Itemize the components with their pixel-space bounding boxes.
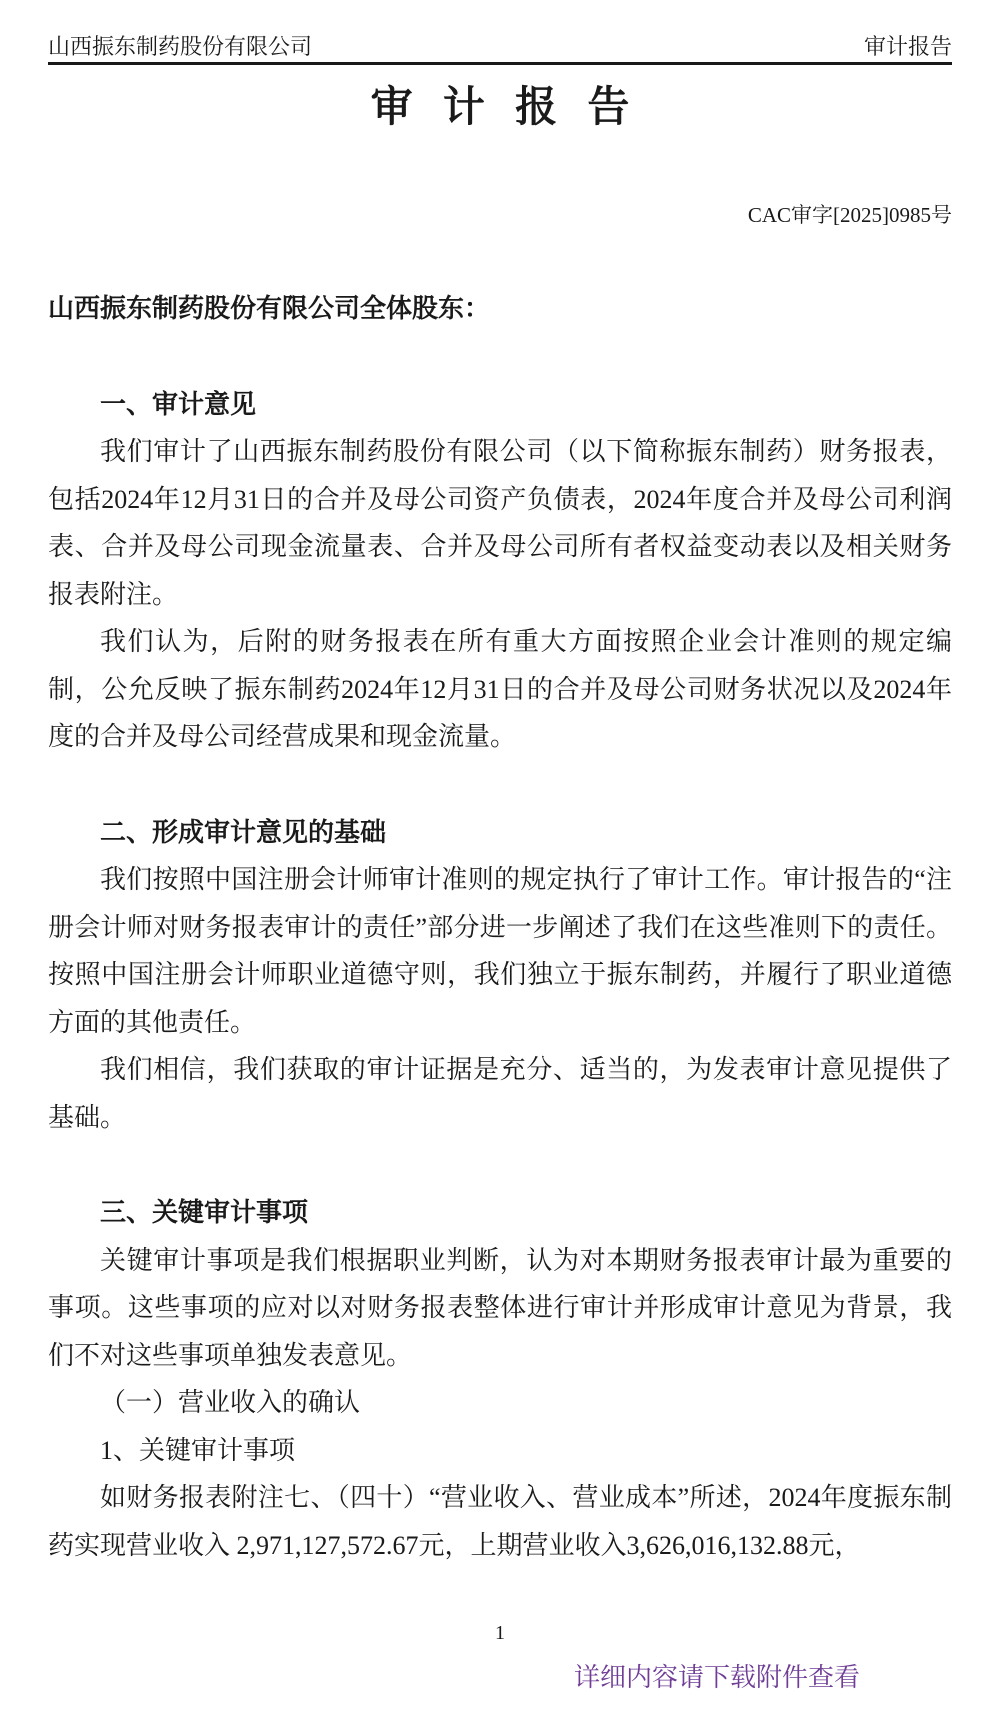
subitem-key-audit-matter: 1、关键审计事项 [100,1435,296,1465]
subitem-revenue-recognition: （一）营业收入的确认 [100,1388,361,1417]
section-heading-key-audit-matters: 三、关键审计事项 [100,1198,309,1227]
paragraph: 我们按照中国注册会计师审计准则的规定执行了审计工作。审计报告的“注册会计师对财务报表审计的责任”部分进一步阐述了我们在这些准则下的责任。按照中国注册会计师职业道德守则，我们独立于振东制药，并履行了职业道德方面的其他责任。 [48,865,952,1037]
page-title: 审计报告 [370,85,660,131]
header-company-name: 山西振东制药股份有限公司 [48,34,313,59]
download-attachment-notice[interactable]: 详细内容请下载附件查看 [573,1663,860,1692]
reference-number: CAC审字[2025]0985号 [747,203,952,227]
paragraph: 关键审计事项是我们根据职业判断，认为对本期财务报表审计最为重要的事项。这些事项的应对以对财务报表整体进行审计并形成审计意见为背景，我们不对这些事项单独发表意见。 [48,1245,952,1370]
paragraph: 我们审计了山西振东制药股份有限公司（以下简称振东制药）财务报表，包括2024年12月31日的合并及母公司资产负债表，2024年度合并及母公司利润表、合并及母公司现金流量表、合并及母公司所有者权益变动表以及相关财务报表附注。 [48,437,952,609]
page-number: 1 [495,1622,505,1644]
section-heading-audit-opinion: 一、审计意见 [100,389,257,419]
paragraph: 我们认为，后附的财务报表在所有重大方面按照企业会计准则的规定编制，公允反映了振东制药2024年12月31日的合并及母公司财务状况以及2024年度的合并及母公司经营成果和现金流量。 [48,627,952,751]
paragraph: 我们相信，我们获取的审计证据是充分、适当的，为发表审计意见提供了基础。 [48,1055,952,1132]
header-divider [48,62,952,65]
header-doc-type: 审计报告 [863,34,952,59]
page-header [48,0,952,60]
document-body [48,381,952,1570]
section-heading-basis-for-opinion: 二、形成审计意见的基础 [100,817,387,847]
addressee-line: 山西振东制药股份有限公司全体股东： [48,294,491,323]
paragraph: 如财务报表附注七、（四十）“营业收入、营业成本”所述，2024年度振东制药实现营业收入 2,971,127,572.67元，上期营业收入3,626,016,132.88元， [48,1483,952,1560]
